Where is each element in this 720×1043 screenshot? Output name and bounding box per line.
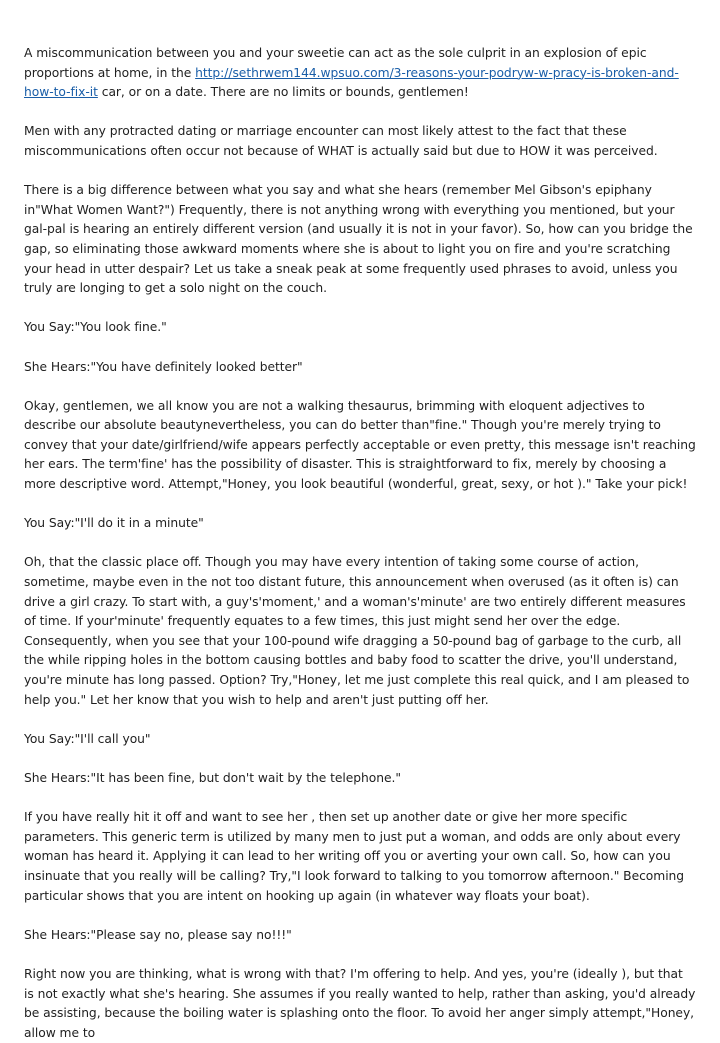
intro-text-after-link: car, or on a date. There are no limits or bounds, gentlemen! [97,85,469,100]
paragraph-fine-explanation: Okay, gentlemen, we all know you are not a walking thesaurus, brimming with eloquent adjectives to describe our absolute beautynevertheless, you can do better than"fine." Though you're merely trying to convey that your date/girlfriend/wife appears perfectly acceptable or even pretty, this message isn't reaching her ears. The term'fine' has the possibility of disaster. This is straightforward to fix, merely by choosing a more descriptive word. Attempt,"Honey, you look beautiful (wonderful, great, sexy, or hot )." Take your pick! [24,398,696,492]
heading-she-hears-telephone: She Hears:"It has been fine, but don't wait by the telephone." [24,770,401,785]
paragraph-help-explanation: Right now you are thinking, what is wrong with that? I'm offering to help. And yes, you're (ideally ), but that is not exactly what she's hearing. She assumes if you really wanted to help, rather than asking, you'd already be assisting, because the boiling water is splashing onto the floor. To avoid her anger simply attempt,"Honey, allow me to [24,966,696,1040]
heading-you-say-minute: You Say:"I'll do it in a minute" [24,516,204,531]
paragraph-miscommunication: Men with any protracted dating or marriage encounter can most likely attest to the fact that these miscommunications often occur not because of WHAT is actually said but due to HOW it was perceived. [24,124,658,158]
heading-you-say-fine: You Say:"You look fine." [24,320,167,335]
paragraph-difference: There is a big difference between what you say and what she hears (remember Mel Gibson's epiphany in"What Women Want?") Frequently, there is not anything wrong with everything you mentioned, but your gal-pal is hearing an entirely different version (and usually it is not in your favor). So, how can you bridge the gap, so eliminating those awkward moments where she is about to light you on fire and you're scratching your head in utter despair? Let us take a sneak peak at some frequently used phrases to avoid, unless you truly are longing to get a solo night on the couch. [24,183,693,296]
paragraph-intro [24,44,696,103]
paragraph-call-explanation: If you have really hit it off and want to see her , then set up another date or give her more specific parameters. This generic term is utilized by many men to just put a woman, and odds are only about every woman has heard it. Applying it can lead to her writing off you or averting your own call. So, how can you insinuate that you really will be calling? Try,"I look forward to talking to you tomorrow afternoon." Becoming particular shows that you are intent on hooking up again (in whatever way floats your boat). [24,810,685,903]
intro-text-before-link: A miscommunication between you and your sweetie can act as the sole culprit in an explosion of epic proportions at home, in the [24,46,647,80]
heading-you-say-call: You Say:"I'll call you" [24,731,151,746]
article-link[interactable]: http://sethrwem144.wpsuo.com/3-reasons-your-podryw-w-pracy-is-broken-and-how-to-fix-it [24,65,679,100]
paragraph-minute-explanation: Oh, that the classic place off. Though you may have every intention of taking some course of action, sometime, maybe even in the not too distant future, this announcement when overused (as it often is) can drive a girl crazy. To start with, a guy's'moment,' and a woman's'minute' are two entirely different measures of time. If your'minute' frequently equates to a few times, this just might send her over the edge. Consequently, when you see that your 100-pound wife dragging a 50-pound bag of garbage to the curb, all the while ripping holes in the bottom causing bottles and baby food to scatter the drive, you'll understand, you're minute has long passed. Option? Try,"Honey, let me just complete this real quick, and I am pleased to help you." Let her know that you wish to help and aren't just putting off her. [24,555,690,707]
heading-she-hears-better: She Hears:"You have definitely looked better" [24,359,303,374]
heading-she-hears-say-no: She Hears:"Please say no, please say no!!!" [24,927,292,942]
